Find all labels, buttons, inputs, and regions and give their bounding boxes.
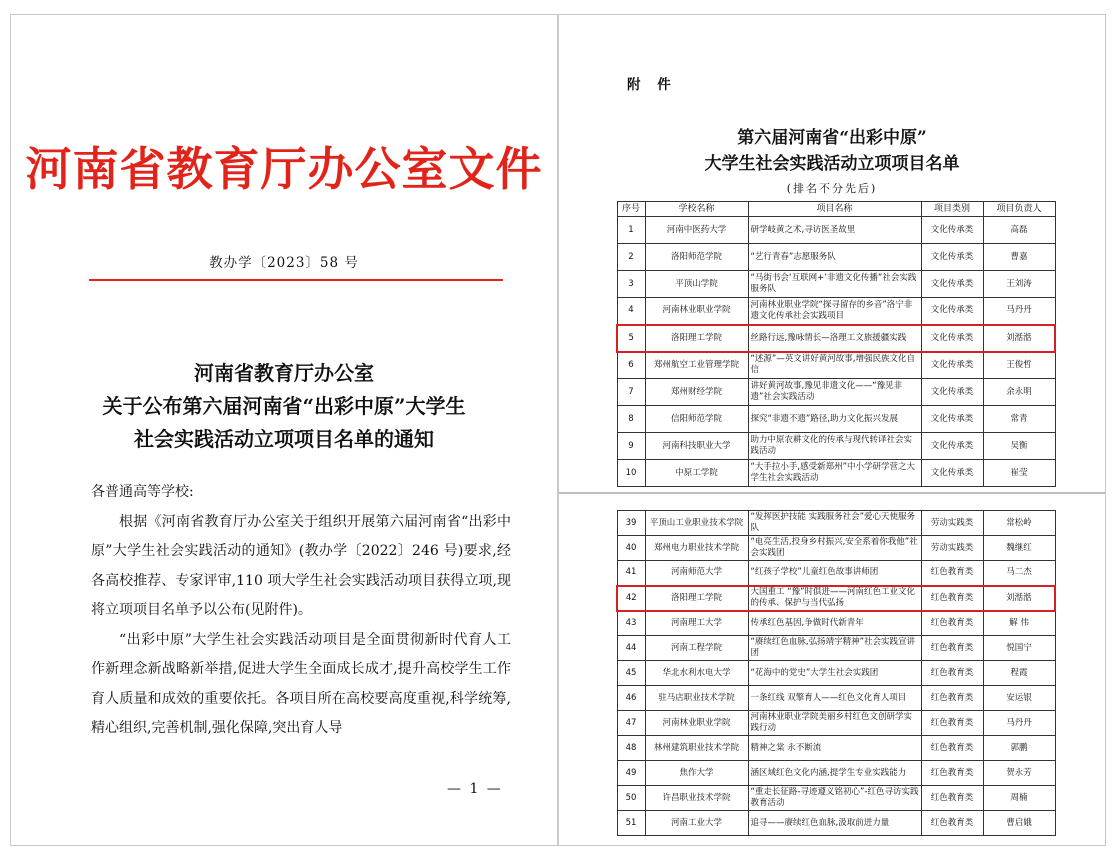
cell-index: 2 (617, 244, 645, 271)
cell-school: 平顶山学院 (645, 271, 748, 298)
cell-project: 精神之棠 永不断流 (748, 736, 921, 761)
cell-school: 许昌职业技术学院 (645, 786, 748, 811)
cell-leader: 曹启娥 (983, 811, 1055, 836)
cell-project: “重走长征路-寻迹遵义铭初心”-红色寻访实践教育活动 (748, 786, 921, 811)
paragraph-1: 根据《河南省教育厅办公室关于组织开展第六届河南省“出彩中原”大学生社会实践活动的通知》(教办学〔2022〕246 号)要求,经各高校推荐、专家评审,110 项大学生社会实践活动项目获得立项,现将立项项目名单予以公布(见附件)。 (91, 513, 511, 618)
cell-category: 文化传承类 (921, 325, 983, 352)
ranking-note: (排名不分先后) (786, 182, 878, 195)
cell-school: 河南工程学院 (645, 636, 748, 661)
cell-leader: 常青 (983, 406, 1055, 433)
cell-index: 51 (617, 811, 645, 836)
table-row (617, 379, 1055, 406)
cell-leader: 高磊 (983, 217, 1055, 244)
cell-project: “赓续红色血脉,弘扬靖宇精神”社会实践宣讲团 (748, 636, 921, 661)
cell-project: “艺行青春”志愿服务队 (748, 244, 921, 271)
cell-project: “马街书会‘互联网+’非遗文化传播”社会实践服务队 (748, 271, 921, 298)
cell-leader: 崔莹 (983, 460, 1055, 487)
cell-index: 46 (617, 686, 645, 711)
cell-leader: 王刘涛 (983, 271, 1055, 298)
cell-school: 洛阳师范学院 (645, 244, 748, 271)
cell-school: 郑州财经学院 (645, 379, 748, 406)
cell-index: 48 (617, 736, 645, 761)
cell-category: 红色教育类 (921, 686, 983, 711)
cell-category: 文化传承类 (921, 217, 983, 244)
column-header-school: 学校名称 (645, 202, 748, 217)
cell-project: 大国重工 “豫”时俱进——河南红色工业文化的传承、保护与当代弘扬 (748, 586, 921, 611)
cell-index: 5 (617, 325, 645, 352)
notice-title-line-2: 关于公布第六届河南省“出彩中原”大学生 (102, 394, 466, 418)
cell-index: 3 (617, 271, 645, 298)
table-row (617, 761, 1055, 786)
cell-project: “发挥医护技能 实践服务社会”爱心天使服务队 (748, 511, 921, 536)
cell-school: 河南中医药大学 (645, 217, 748, 244)
cell-school: 河南林业职业学院 (645, 298, 748, 325)
list-title-line-1: 第六届河南省“出彩中原” (737, 128, 927, 148)
table-row (617, 460, 1055, 487)
cell-category: 红色教育类 (921, 636, 983, 661)
notice-title-line-3: 社会实践活动立项项目名单的通知 (134, 427, 434, 451)
table-row (617, 352, 1055, 379)
cell-category: 文化传承类 (921, 433, 983, 460)
cell-index: 41 (617, 561, 645, 586)
cell-project: 一条红线 双擎育人——红色文化育人项目 (748, 686, 921, 711)
cell-leader: 曹嘉 (983, 244, 1055, 271)
cell-index: 42 (617, 586, 645, 611)
table-row (617, 298, 1055, 325)
cell-category: 红色教育类 (921, 761, 983, 786)
cell-school: 河南科技职业大学 (645, 433, 748, 460)
cell-category: 文化传承类 (921, 406, 983, 433)
table-header-row (617, 202, 1055, 217)
red-divider (89, 279, 503, 281)
cell-school: 河南师范大学 (645, 561, 748, 586)
page-number: — 1 — (447, 781, 503, 797)
column-header-leader: 项目负责人 (983, 202, 1055, 217)
cell-leader: 安运银 (983, 686, 1055, 711)
paragraph-2: “出彩中原”大学生社会实践活动项目是全面贯彻新时代育人工作新理念新战略新举措,促进大学生全面成长成才,提升高校学生工作育人质量和成效的重要依托。各项目所在高校要高度重视,科学统筹,精心组织,完善机制,强化保障,突出育人导 (91, 631, 511, 736)
cell-index: 8 (617, 406, 645, 433)
notice-body (91, 478, 511, 744)
cell-leader: 余永明 (983, 379, 1055, 406)
cell-leader: 马丹丹 (983, 298, 1055, 325)
cell-index: 47 (617, 711, 645, 736)
cell-school: 河南理工大学 (645, 611, 748, 636)
table-row (617, 511, 1055, 536)
cell-leader: 刘湉湉 (983, 586, 1055, 611)
cell-school: 洛阳理工学院 (645, 325, 748, 352)
table-row (617, 586, 1055, 611)
cell-index: 7 (617, 379, 645, 406)
cell-category: 红色教育类 (921, 736, 983, 761)
cell-school: 平顶山工业职业技术学院 (645, 511, 748, 536)
cell-project: 讲好黄河故事,豫见非遗文化——“豫见非遗”社会实践活动 (748, 379, 921, 406)
salutation: 各普通高等学校: (91, 484, 194, 500)
cell-school: 信阳师范学院 (645, 406, 748, 433)
cell-leader: 解 伟 (983, 611, 1055, 636)
cell-project: 丝路行远,豫咏情长—洛理工文旅援疆实践 (748, 325, 921, 352)
cell-project: “红孩子学校”儿童红色故事讲师团 (748, 561, 921, 586)
cell-leader: 刘湉湉 (983, 325, 1055, 352)
table-row (617, 561, 1055, 586)
column-header-project: 项目名称 (748, 202, 921, 217)
cell-category: 文化传承类 (921, 271, 983, 298)
cell-category: 红色教育类 (921, 786, 983, 811)
table-row (617, 661, 1055, 686)
cell-school: 中原工学院 (645, 460, 748, 487)
cell-leader: 马丹丹 (983, 711, 1055, 736)
table-row (617, 811, 1055, 836)
cell-project: 涵区域红色文化内涵,提学生专业实践能力 (748, 761, 921, 786)
cell-category: 劳动实践类 (921, 536, 983, 561)
table-row (617, 433, 1055, 460)
cell-school: 华北水利水电大学 (645, 661, 748, 686)
attachment-page (558, 14, 1106, 492)
list-title-line-2: 大学生社会实践活动立项项目名单 (704, 154, 960, 174)
cell-category: 文化传承类 (921, 379, 983, 406)
table-row (617, 217, 1055, 244)
table-row (617, 636, 1055, 661)
cell-project: “大手拉小手,感受新郑州”中小学研学营之大学生社会实践活动 (748, 460, 921, 487)
cell-leader: 贺永芳 (983, 761, 1055, 786)
cell-index: 40 (617, 536, 645, 561)
cell-index: 1 (617, 217, 645, 244)
cell-school: 河南工业大学 (645, 811, 748, 836)
cell-project: “述源”—英文讲好黄河故事,增强民族文化自信 (748, 352, 921, 379)
cell-school: 焦作大学 (645, 761, 748, 786)
cell-project: 河南林业职业学院美丽乡村红色文创研学实践行动 (748, 711, 921, 736)
document-number: 教办学〔2023〕58 号 (209, 255, 359, 271)
table-row (617, 686, 1055, 711)
table-row (617, 244, 1055, 271)
cell-leader: 周楠 (983, 786, 1055, 811)
table-row (617, 611, 1055, 636)
cell-school: 洛阳理工学院 (645, 586, 748, 611)
table-row (617, 406, 1055, 433)
table-row (617, 536, 1055, 561)
table-row (617, 711, 1055, 736)
cell-category: 红色教育类 (921, 561, 983, 586)
cell-index: 50 (617, 786, 645, 811)
cell-leader: 吴衡 (983, 433, 1055, 460)
cell-school: 郑州航空工业管理学院 (645, 352, 748, 379)
cell-index: 6 (617, 352, 645, 379)
cell-category: 文化传承类 (921, 352, 983, 379)
cell-leader: 程霞 (983, 661, 1055, 686)
cell-leader: 悦国宁 (983, 636, 1055, 661)
cell-project: “电亮生活,投身乡村振兴,安全系着你我他”社会实践团 (748, 536, 921, 561)
cell-index: 45 (617, 661, 645, 686)
cell-category: 红色教育类 (921, 811, 983, 836)
table-row (617, 786, 1055, 811)
cell-index: 4 (617, 298, 645, 325)
cell-project: 河南林业职业学院“探寻留存的乡音”洛宁非遗文化传承社会实践项目 (748, 298, 921, 325)
cell-school: 郑州电力职业技术学院 (645, 536, 748, 561)
cell-leader: 王俊哲 (983, 352, 1055, 379)
cell-leader: 魏继红 (983, 536, 1055, 561)
cell-leader: 常松岭 (983, 511, 1055, 536)
cell-project: 研学岐黄之术,寻访医圣故里 (748, 217, 921, 244)
project-table-part-1 (616, 201, 1056, 487)
cell-school: 林州建筑职业技术学院 (645, 736, 748, 761)
attachment-page-continued (558, 492, 1106, 846)
cell-category: 红色教育类 (921, 611, 983, 636)
cell-index: 39 (617, 511, 645, 536)
cell-index: 9 (617, 433, 645, 460)
cell-index: 44 (617, 636, 645, 661)
cell-project: 探究“非遗不遗”路径,助力文化振兴发展 (748, 406, 921, 433)
cell-category: 劳动实践类 (921, 511, 983, 536)
cell-category: 文化传承类 (921, 460, 983, 487)
cell-index: 10 (617, 460, 645, 487)
project-table-part-2 (616, 510, 1056, 836)
column-header-index: 序号 (617, 202, 645, 217)
cell-project: 传承红色基因,争做时代新青年 (748, 611, 921, 636)
cell-index: 43 (617, 611, 645, 636)
table-row (617, 271, 1055, 298)
cell-leader: 郭鹏 (983, 736, 1055, 761)
cell-project: “花海中的党史”大学生社会实践团 (748, 661, 921, 686)
cell-project: 助力中原农耕文化的传承与现代转译社会实践活动 (748, 433, 921, 460)
table-row (617, 325, 1055, 352)
cell-category: 红色教育类 (921, 586, 983, 611)
document-red-header: 河南省教育厅办公室文件 (25, 142, 543, 196)
table-row (617, 736, 1055, 761)
column-header-category: 项目类别 (921, 202, 983, 217)
cell-leader: 马二杰 (983, 561, 1055, 586)
cell-category: 红色教育类 (921, 711, 983, 736)
attachment-label: 附 件 (627, 77, 677, 93)
cell-category: 红色教育类 (921, 661, 983, 686)
cell-school: 河南林业职业学院 (645, 711, 748, 736)
cell-index: 49 (617, 761, 645, 786)
cell-category: 文化传承类 (921, 298, 983, 325)
notice-page (10, 14, 558, 846)
cell-project: 追寻——赓续红色血脉,汲取前进力量 (748, 811, 921, 836)
cell-category: 文化传承类 (921, 244, 983, 271)
cell-school: 驻马店职业技术学院 (645, 686, 748, 711)
notice-title-line-1: 河南省教育厅办公室 (194, 361, 374, 385)
